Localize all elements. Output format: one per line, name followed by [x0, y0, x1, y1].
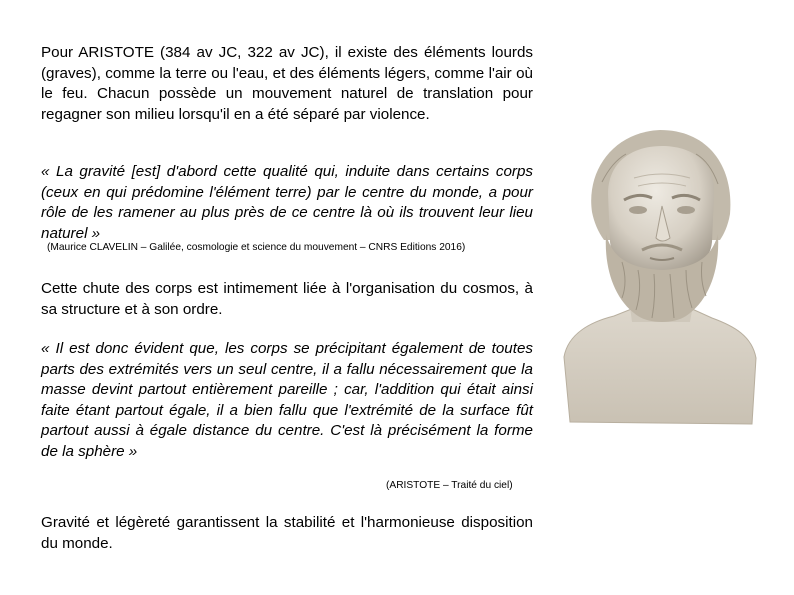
intro-paragraph: Pour ARISTOTE (384 av JC, 322 av JC), il existe des éléments lourds (graves), comme la terre ou l'eau, et des éléments légers, comme l'air où le feu. Chacun possède un mouvement naturel de translation pour regagner son milieu lorsqu'il en a été séparé par violence.	[41, 44, 533, 123]
cosmos-paragraph: Cette chute des corps est intimement liée à l'organisation du cosmos, à sa structure et à son ordre.	[41, 280, 533, 318]
clavelin-citation: (Maurice CLAVELIN – Galilée, cosmologie et science du mouvement – CNRS Editions 2016)	[47, 242, 466, 253]
conclusion-paragraph: Gravité et légèreté garantissent la stabilité et l'harmonieuse disposition du monde.	[41, 514, 533, 552]
clavelin-quote: « La gravité [est] d'abord cette qualité qui, induite dans certains corps (ceux en qui prédomine l'élément terre) par le centre du monde, a pour rôle de les ramener au plus près de ce centre là où ils trouvent leur lieu naturel »	[41, 163, 533, 242]
aristotle-citation: (ARISTOTE – Traité du ciel)	[386, 480, 513, 491]
aristotle-bust-image	[562, 122, 758, 428]
aristotle-quote: « Il est donc évident que, les corps se précipitant également de toutes parts des extrémités vers un seul centre, il a fallu nécessairement que la masse devint partout entièrement pareille ; car, l'addition qui était ainsi faite étant partout égale, il a bien fallu que l'extrémité de la surface fût partout aussi à égale distance du centre. C'est là précisément la forme de la sphère »	[41, 340, 533, 460]
